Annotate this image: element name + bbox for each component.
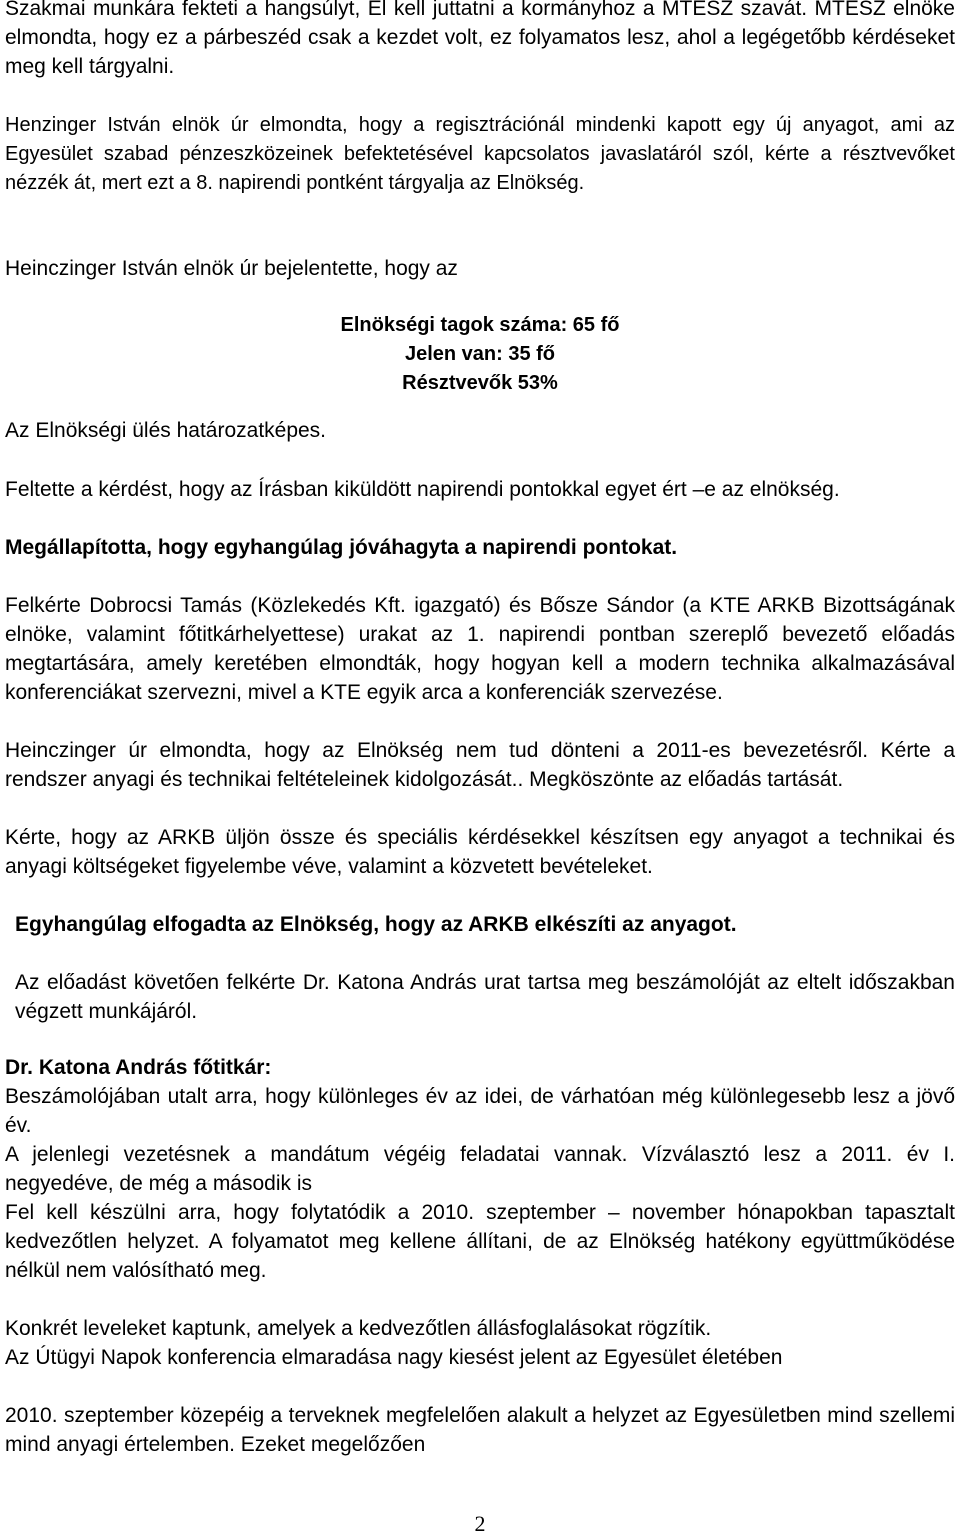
- attendance-stats: [300, 311, 660, 398]
- paragraph-mtesz: Szakmai munkára fekteti a hangsúlyt, El kell juttatni a kormányhoz a MTESZ szavát. MTESZ elnöke elmondta, hogy ez a párbeszéd csak a kezdet volt, ez folyamatos lesz, ahol a legégetőbb kérdéseket meg kell tárgyalni.: [5, 0, 955, 78]
- paragraph-katona-invite: Az előadást követően felkérte Dr. Katona András urat tartsa meg beszámolóját az eltelt időszakban végzett munkájáról.: [15, 971, 955, 1023]
- paragraph-presentation: Felkérte Dobrocsi Tamás (Közlekedés Kft. igazgató) és Bősze Sándor (a KTE ARKB Bizottságának elnöke, valamint főtitkárhelyettese) urakat az 1. napirendi pontban szereplő bevezető előadás megtartására, amely keretében elmondták, hogy hogyan kell a modern technika alkalmazásával konferenciákat szervezni, mivel a KTE egyik arca a konferenciák szervezése.: [5, 594, 955, 704]
- paragraph-heinczinger-decision: Heinczinger úr elmondta, hogy az Elnökség nem tud dönteni a 2011-es bevezetésről. Kérte a rendszer anyagi és technikai feltételeinek kidolgozását.. Megköszönte az előadás tartását.: [5, 739, 955, 791]
- paragraph-preparation: Fel kell készülni arra, hogy folytatódik a 2010. szeptember – november hónapokban tapasztalt kedvezőtlen helyzet. A folyamatot meg kellene állítani, de az Elnökség hatékony együttműködése nélkül nem valósítható meg.: [5, 1201, 955, 1282]
- paragraph-arkb-request: Kérte, hogy az ARKB üljön össze és speciális kérdésekkel készítsen egy anyagot a technikai és anyagi költségeket figyelembe véve, valamint a közvetett bevételeket.: [5, 826, 955, 878]
- section-heading-katona: Dr. Katona András főtitkár:: [5, 1056, 272, 1079]
- paragraph-henzinger-new-material: Henzinger István elnök úr elmondta, hogy a regisztrációnál mindenki kapott egy új anyagot, ami az Egyesület szabad pénzeszközeinek befektetésével kapcsolatos javaslatáról szól, kérte a résztvevőket nézzék át, mert ezt a 8. napirendi pontként tárgyalja az Elnökség.: [5, 114, 955, 194]
- paragraph-report: Beszámolójában utalt arra, hogy különleges év az idei, de várhatóan még különlegesebb lesz a jövő év.: [5, 1085, 955, 1137]
- page-number: 2: [474, 1511, 486, 1536]
- paragraph-quorum: Az Elnökségi ülés határozatképes.: [5, 419, 327, 442]
- paragraph-mandate: A jelenlegi vezetésnek a mandátum végéig feladatai vannak. Vízválasztó lesz a 2011. év I. negyedéve, de még a második is: [5, 1143, 955, 1195]
- members-count: Elnökségi tagok száma: 65 fő: [340, 314, 620, 336]
- paragraph-letters: Konkrét leveleket kaptunk, amelyek a kedvezőtlen állásfoglalásokat rögzítik.: [5, 1317, 712, 1340]
- present-count: Jelen van: 35 fő: [404, 343, 556, 365]
- paragraph-resolution: Egyhangúlag elfogadta az Elnökség, hogy az ARKB elkészíti az anyagot.: [15, 913, 737, 936]
- paragraph-2010: 2010. szeptember közepéig a terveknek megfelelően alakult a helyzet az Egyesületben mind szellemi mind anyagi értelemben. Ezeket megelőzően: [5, 1404, 955, 1456]
- paragraph-announcement: Heinczinger István elnök úr bejelentette, hogy az: [5, 257, 458, 280]
- paragraph-conference: Az Útügyi Napok konferencia elmaradása nagy kiesést jelent az Egyesület életében: [5, 1346, 783, 1369]
- paragraph-question: Feltette a kérdést, hogy az Írásban kiküldött napirendi pontokkal egyet ért –e az elnökség.: [5, 478, 840, 501]
- paragraph-agenda-approved: Megállapította, hogy egyhangúlag jóváhagyta a napirendi pontokat.: [5, 536, 678, 559]
- participants-percent: Résztvevők 53%: [402, 372, 558, 394]
